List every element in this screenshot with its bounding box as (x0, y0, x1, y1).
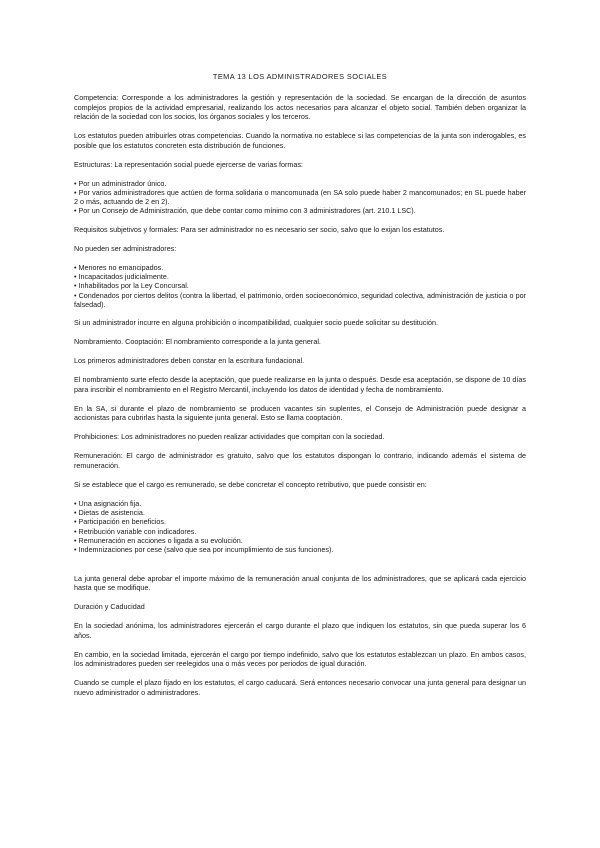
paragraph-remunerado: Si se establece que el cargo es remunerado, se debe concretar el concepto retributivo, que puede consistir en: (74, 479, 427, 489)
list-item: • Por varios administradores que actúen de forma solidaria o mancomunada (en SA solo puede haber 2 mancomunados; en SL puede haber 2 o más, actuando de 2 en 2). (74, 188, 526, 206)
spacer (74, 564, 526, 574)
list-no-pueden (74, 263, 526, 309)
list-item: • Por un Consejo de Administración, que debe contar como mínimo con 3 administradores (art. 210.1 LSC). (74, 206, 526, 215)
list-item: • Remuneración en acciones o ligada a su evolución. (74, 536, 526, 545)
list-remuneracion (74, 499, 526, 554)
list-item: • Indemnizaciones por cese (salvo que sea por incumplimiento de sus funciones). (74, 545, 526, 554)
section-heading-duracion: Duración y Caducidad (74, 602, 145, 612)
paragraph-incurre: Si un administrador incurre en alguna prohibición o incompatibilidad, cualquier socio puede solicitar su destitución. (74, 318, 438, 328)
list-item: • Inhabilitados por la Ley Concursal. (74, 281, 526, 290)
paragraph-requisitos: Requisitos subjetivos y formales: Para ser administrador no es necesario ser socio, salvo que lo exijan los estatutos. (74, 224, 445, 234)
list-item: • Dietas de asistencia. (74, 508, 526, 517)
paragraph-competencia: Competencia: Corresponde a los administradores la gestión y representación de la sociedad. Se encargan de la dirección de asuntos complejos propios de la actividad empresarial, realizando los actos necesarios para alcanzar el objeto social. También deben organizar la relación de la sociedad con los socios, los órganos sociales y los terceros. (74, 93, 526, 122)
paragraph-primeros: Los primeros administradores deben constar en la escritura fundacional. (74, 356, 305, 366)
list-estructuras (74, 179, 526, 216)
list-item: • Retribución variable con indicadores. (74, 527, 526, 536)
paragraph-remuneracion: Remuneración: El cargo de administrador es gratuito, salvo que los estatutos dispongan lo contrario, indicando además el sistema de remuneración. (74, 451, 526, 470)
paragraph-limitada: En cambio, en la sociedad limitada, ejercerán el cargo por tiempo indefinido, salvo que los estatutos establezcan un plazo. En ambos casos, los administradores pueden ser reelegidos una o más veces por periodos de igual duración. (74, 649, 526, 669)
paragraph-sa: En la SA, si durante el plazo de nombramiento se producen vacantes sin suplentes, el Consejo de Administración puede designar a accionistas para cubrirlas hasta la siguiente junta general. Esto se llama cooptación. (74, 403, 526, 423)
list-item: • Participación en beneficios. (74, 517, 526, 526)
paragraph-junta: La junta general debe aprobar el importe máximo de la remuneración anual conjunta de los administradores, que se aplicará cada ejercicio hasta que se modifique. (74, 573, 526, 593)
list-item: • Por un administrador único. (74, 179, 526, 188)
paragraph-nombramiento: Nombramiento. Cooptación: El nombramiento corresponde a la junta general. (74, 337, 321, 347)
paragraph-prohibiciones: Prohibiciones: Los administradores no pueden realizar actividades que compitan con la sociedad. (74, 432, 385, 442)
list-item: • Una asignación fija. (74, 499, 526, 508)
list-item: • Condenados por ciertos delitos (contra la libertad, el patrimonio, orden socioeconómico, seguridad colectiva, administración de justicia o por falsedad). (74, 291, 526, 309)
paragraph-estructuras: Estructuras: La representación social puede ejercerse de varias formas: (74, 159, 303, 169)
list-item: • Menores no emancipados. (74, 263, 526, 272)
paragraph-efecto: El nombramiento surte efecto desde la aceptación, que puede realizarse en la junta o después. Desde esa aceptación, se dispone de 10 días para inscribir el nombramiento en el Registro Mercantil, incluyendo los datos de identidad y fecha de nombramiento. (74, 375, 526, 394)
paragraph-no-pueden: No pueden ser administradores: (74, 243, 177, 253)
list-item: • Incapacitados judicialmente. (74, 272, 526, 281)
paragraph-cumple: Cuando se cumple el plazo fijado en los estatutos, el cargo caducará. Será entonces necesario convocar una junta general para designar un nuevo administrador o administradores. (74, 678, 526, 697)
paragraph-estatutos: Los estatutos pueden atribuirles otras competencias. Cuando la normativa no establece si las competencias de la junta son inderogables, es posible que los estatutos concreten esta distribución de funciones. (74, 131, 526, 150)
document-title: TEMA 13 LOS ADMINISTRADORES SOCIALES (212, 72, 388, 81)
paragraph-anonima: En la sociedad anónima, los administradores ejercerán el cargo durante el plazo que indiquen los estatutos, sin que pueda superar los 6 años. (74, 621, 526, 640)
